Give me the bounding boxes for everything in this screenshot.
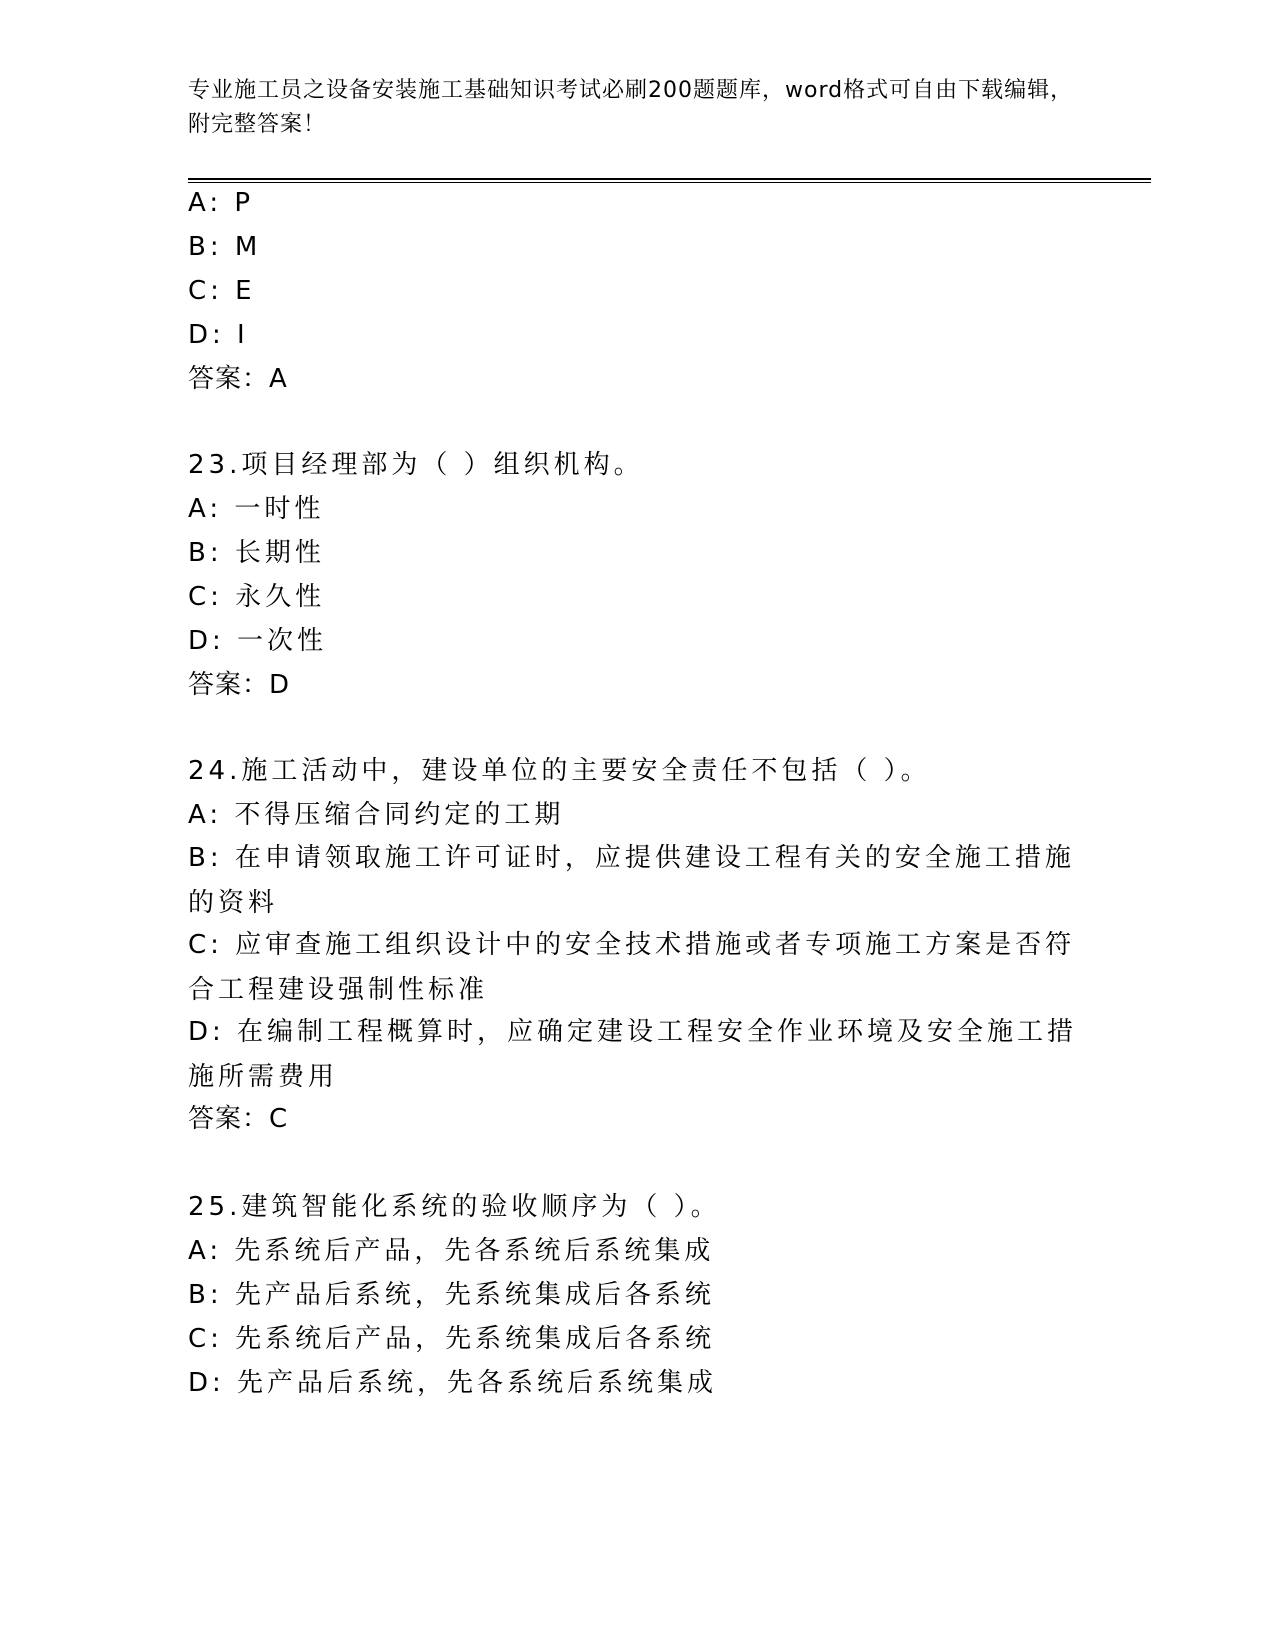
q25-option-b: B: 先产品后系统，先系统集成后各系统 xyxy=(188,1280,715,1310)
q22-answer: 答案：A xyxy=(188,364,288,394)
q23-option-c: C: 永久性 xyxy=(188,582,326,612)
q23-option-b: B: 长期性 xyxy=(188,538,325,568)
q23-option-d: D: 一次性 xyxy=(188,626,328,656)
header-rule-thin xyxy=(188,182,1151,183)
document-header: 专业施工员之设备安装施工基础知识考试必刷200题题库，word格式可自由下载编辑，附完整答案！ xyxy=(188,78,1074,137)
q24-option-d: D: 在编制工程概算时，应确定建设工程安全作业环境及安全施工措施所需费用 xyxy=(188,1017,1078,1092)
q23-option-a: A: 一时性 xyxy=(188,494,325,524)
q24-option-c: C: 应审查施工组织设计中的安全技术措施或者专项施工方案是否符合工程建设强制性标准 xyxy=(188,930,1076,1005)
q25-option-a: A: 先系统后产品，先各系统后系统集成 xyxy=(188,1236,715,1266)
q22-option-a: A: P xyxy=(188,188,255,218)
q24-question: 24.施工活动中，建设单位的主要安全责任不包括（ ）。 xyxy=(188,756,931,786)
q22-option-c: C: E xyxy=(188,276,256,306)
q25-option-d: D: 先产品后系统，先各系统后系统集成 xyxy=(188,1368,718,1398)
q22-option-d: D: I xyxy=(188,320,249,350)
q25-option-c: C: 先系统后产品，先系统集成后各系统 xyxy=(188,1324,716,1354)
header-rule-thick xyxy=(188,178,1151,180)
q25-question: 25.建筑智能化系统的验收顺序为（ ）。 xyxy=(188,1192,721,1222)
q23-answer: 答案：D xyxy=(188,670,291,700)
q24-option-a: A: 不得压缩合同约定的工期 xyxy=(188,800,565,830)
q23-question: 23.项目经理部为（ ）组织机构。 xyxy=(188,450,644,480)
q22-option-b: B: M xyxy=(188,232,262,262)
q24-answer: 答案：C xyxy=(188,1104,289,1134)
q24-option-b: B: 在申请领取施工许可证时，应提供建设工程有关的安全施工措施的资料 xyxy=(188,843,1075,918)
